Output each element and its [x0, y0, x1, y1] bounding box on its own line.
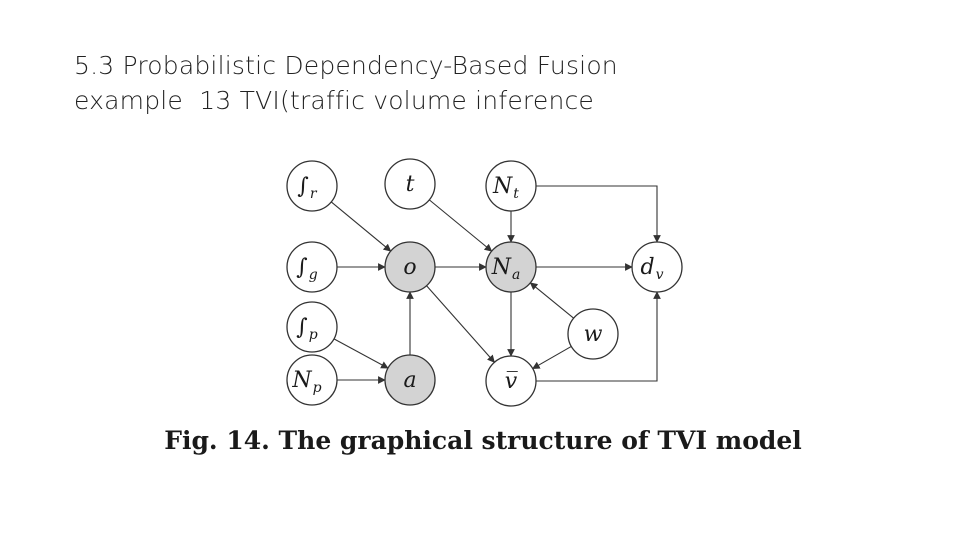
node-fp: [287, 302, 337, 352]
node-w: [568, 309, 618, 359]
figure-caption: Fig. 14. The graphical structure of TVI model: [164, 426, 802, 455]
edge-o-to-vbar: [427, 286, 495, 363]
node-Nt-label: $N_t$: [493, 174, 519, 202]
edge-fr-to-o: [331, 202, 390, 251]
edge-t-to-Na: [429, 200, 491, 251]
node-Nt: [486, 161, 536, 211]
node-o-label: o: [403, 255, 417, 280]
node-fg-label: $\int_g$: [296, 255, 318, 283]
node-a-label: a: [403, 368, 417, 393]
node-w-label: w: [583, 322, 603, 347]
node-Na: [486, 242, 536, 292]
node-fp-label: $\int_p$: [296, 315, 318, 343]
node-Np-label: $N_p$: [292, 368, 322, 396]
edge-w-to-vbar: [533, 346, 572, 368]
node-o: [385, 242, 435, 292]
node-vbar: [486, 356, 536, 406]
node-t: [385, 159, 435, 209]
node-t-label: t: [405, 172, 415, 197]
title-line-1: 5.3 Probabilistic Dependency-Based Fusion: [74, 51, 618, 80]
node-Na-label: $N_a$: [491, 255, 521, 283]
node-layer: [287, 159, 682, 406]
title-line-2: example 13 TVI(traffic volume inference: [74, 86, 595, 115]
node-a: [385, 355, 435, 405]
edge-fp-to-a: [334, 339, 388, 368]
node-fg: [287, 242, 337, 292]
node-fr-label: $\int_r$: [297, 174, 317, 202]
edge-w-to-Na: [530, 283, 573, 318]
node-Np: [287, 355, 337, 405]
node-dv-label: $d_v$: [640, 255, 664, 283]
node-vbar-label: v̅: [504, 369, 518, 394]
edge-Nt-to-dv: [536, 186, 657, 242]
node-dv: [632, 242, 682, 292]
node-fr: [287, 161, 337, 211]
